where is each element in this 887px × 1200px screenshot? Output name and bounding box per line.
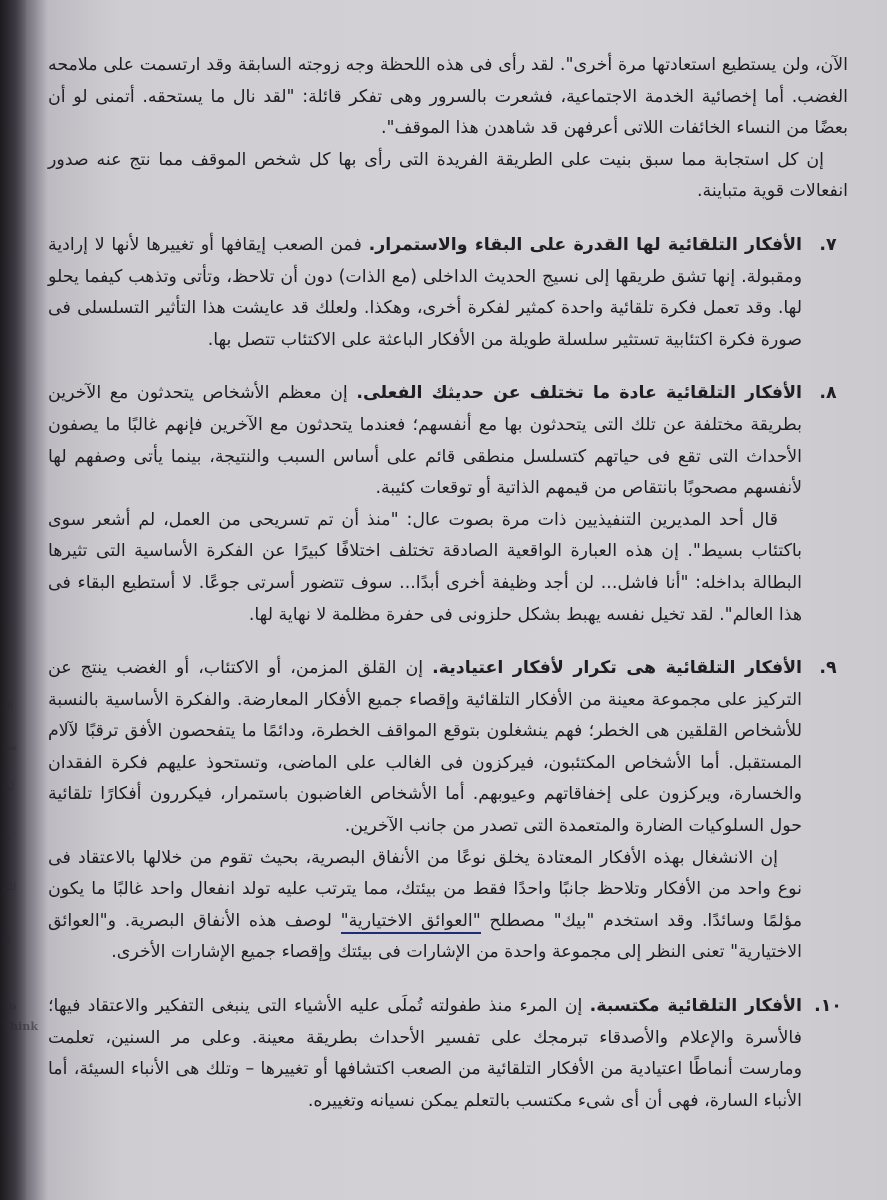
item-number: ٧.: [819, 234, 837, 255]
list-item: [48, 230, 848, 356]
list-item: [48, 378, 848, 631]
binding-margin-text: صه: [2, 740, 18, 753]
item-heading: الأفكار التلقائية عادة ما تختلف عن حديثك الفعلى.: [356, 383, 802, 404]
binding-margin-text: ن: [2, 830, 11, 843]
page-text: [48, 50, 848, 1117]
item-number: ١٠.: [814, 996, 842, 1017]
item-followup: قال أحد المديرين التنفيذيين ذات مرة بصوت عال: "منذ أن تم تسريحى من العمل، لم أشعر سوى باكتئاب بسيط". إن هذه العبارة الواقعية الصادقة تختلف اختلافًا كبيرًا عن الفكرة الأساسية التى تثيرها البطالة بداخله: "أنا فاشل... لن أجد وظيفة أخرى أبدًا... سوف تتضور أسرتى جوعًا. لا أستطيع البقاء فى هذا العالم". لقد تخيل نفسه يهبط بشكل حلزونى فى حفرة مظلمة لا نهاية لها.: [48, 509, 802, 625]
item-body: إن معظم الأشخاص يتحدثون مع الآخرين بطريقة مختلفة عن تلك التى يتحدثون بها مع أنفسهم؛ فعندما يتحدثون مع الآخرين فإنهم غالبًا ما يصفون الأحداث التى تقع فى حياتهم كتسلسل منطقى قائم على أساس السبب والنتيجة، بينما يأتى وصفهم لها لأنفسهم مصحوبًا بانتقاص من قيمهم الذاتية أو توقعات كئيبة.: [48, 383, 802, 499]
item-body: فمن الصعب إيقافها أو تغييرها لأنها لا إرادية ومقبولة. إنها تشق طريقها إلى نسيج الحديث الداخلى (مع الذات) دون أن تلاحظ، وتأتى وتذهب كيفما يحلو لها. وقد تعمل فكرة تلقائية واحدة كمثير لفكرة أخرى، وهكذا. ولعلك قد عايشت هذا التأثير التسلسلى فى صورة فكرة اكتئابية تستثير سلسلة طويلة من الأفكار الباعثة على الاكتئاب تتصل بها.: [48, 234, 802, 350]
list-item: [48, 991, 848, 1117]
item-body: إن المرء منذ طفولته تُملَى عليه الأشياء التى ينبغى التفكير والاعتقاد فيها؛ فالأسرة والإعلام والأصدقاء تبرمجك على تفسير الأحداث بطريقة معينة. وعلى مر السنين، تعلمت ومارست أنماطًا اعتيادية من الأفكار التلقائية من الصعب اكتشافها أو تغييرها – وتلك هى الأنباء السيئة، أما الأنباء السارة، فهى أن أى شىء مكتسب بالتعلم يمكن نسيانه وتغييره.: [48, 996, 802, 1111]
binding-margin-text: لى: [2, 780, 15, 793]
list-item: [48, 653, 848, 969]
item-number: ٩.: [819, 658, 837, 679]
binding-margin-text: ال: [2, 700, 14, 713]
item-body: إن القلق المزمن، أو الاكتئاب، أو الغضب ينتج عن التركيز على مجموعة معينة من الأفكار التلقائية وإقصاء جميع الأفكار المعارضة. والفكرة الأساسية بالنسبة للأشخاص القلقين هى الخطر؛ فهم ينشغلون بتوقع المواقف الخطرة، ودائمًا ما يتفحصون الأفق ترقبًا لآلام المستقبل. أما الأشخاص المكتئبون، فيركزون فى الغالب على الماضى، وتستحوذ عليهم فكرة الفقدان والخسارة، ويركزون على إخفاقاتهم وعيوبهم. أما الأشخاص الغاضبون باستمرار، فيكررون أفكارًا تلقائية حول السلوكيات الضارة والمتعمدة التى تصدر من جانب الآخرين.: [48, 658, 802, 837]
underlined-term: "العوائق الاختيارية": [341, 911, 481, 934]
binding-margin-text: To: [2, 1000, 17, 1013]
intro-paragraph: الآن، ولن يستطيع استعادتها مرة أخرى". لقد رأى فى هذه اللحظة وجه زوجته السابقة وقد ارتسمت على ملامحه الغضب. أما إخصائية الخدمة الاجتماعية، فشعرت بالسرور وهى تفكر قائلة: "لقد نال ما يستحقه. أتمنى لو أن بعضًا من النساء الخائفات اللاتى أعرفهن قد شاهدن هذا الموقف".: [48, 55, 848, 139]
item-followup: إن الانشغال بهذه الأفكار المعتادة يخلق نوعًا من الأنفاق البصرية، بحيث تقوم من خلالها بالاعتقاد فى نوع واحد من الأفكار وتلاحظ جانبًا واحدًا فقط من بيئتك، مما يترتب عليه تولد انفعال واحد غالبًا ما يكون مؤلمًا وسائدًا. وقد استخدم "بيك" مصطلح "العوائق الاختيارية" لوصف هذه الأنفاق البصرية. و"العوائق الاختيارية" تعنى النظر إلى مجموعة واحدة من الإشارات فى بيئتك وإقصاء جميع الإشارات الأخرى.: [48, 847, 803, 963]
binding-margin-text: للم: [2, 880, 17, 893]
intro-paragraph: إن كل استجابة مما سبق بنيت على الطريقة الفريدة التى رأى بها كل شخص الموقف مما نتج عنه صدور انفعالات قوية متباينة.: [48, 149, 848, 202]
item-heading: الأفكار التلقائية لها القدرة على البقاء والاستمرار.: [368, 234, 803, 255]
item-heading: الأفكار التلقائية مكتسبة.: [589, 996, 803, 1017]
item-number: ٨.: [819, 383, 837, 404]
binding-margin-text: Think: [2, 1020, 38, 1033]
item-heading: الأفكار التلقائية هى تكرار لأفكار اعتيادية.: [432, 658, 802, 679]
binding-margin-text: يع: [2, 930, 11, 943]
